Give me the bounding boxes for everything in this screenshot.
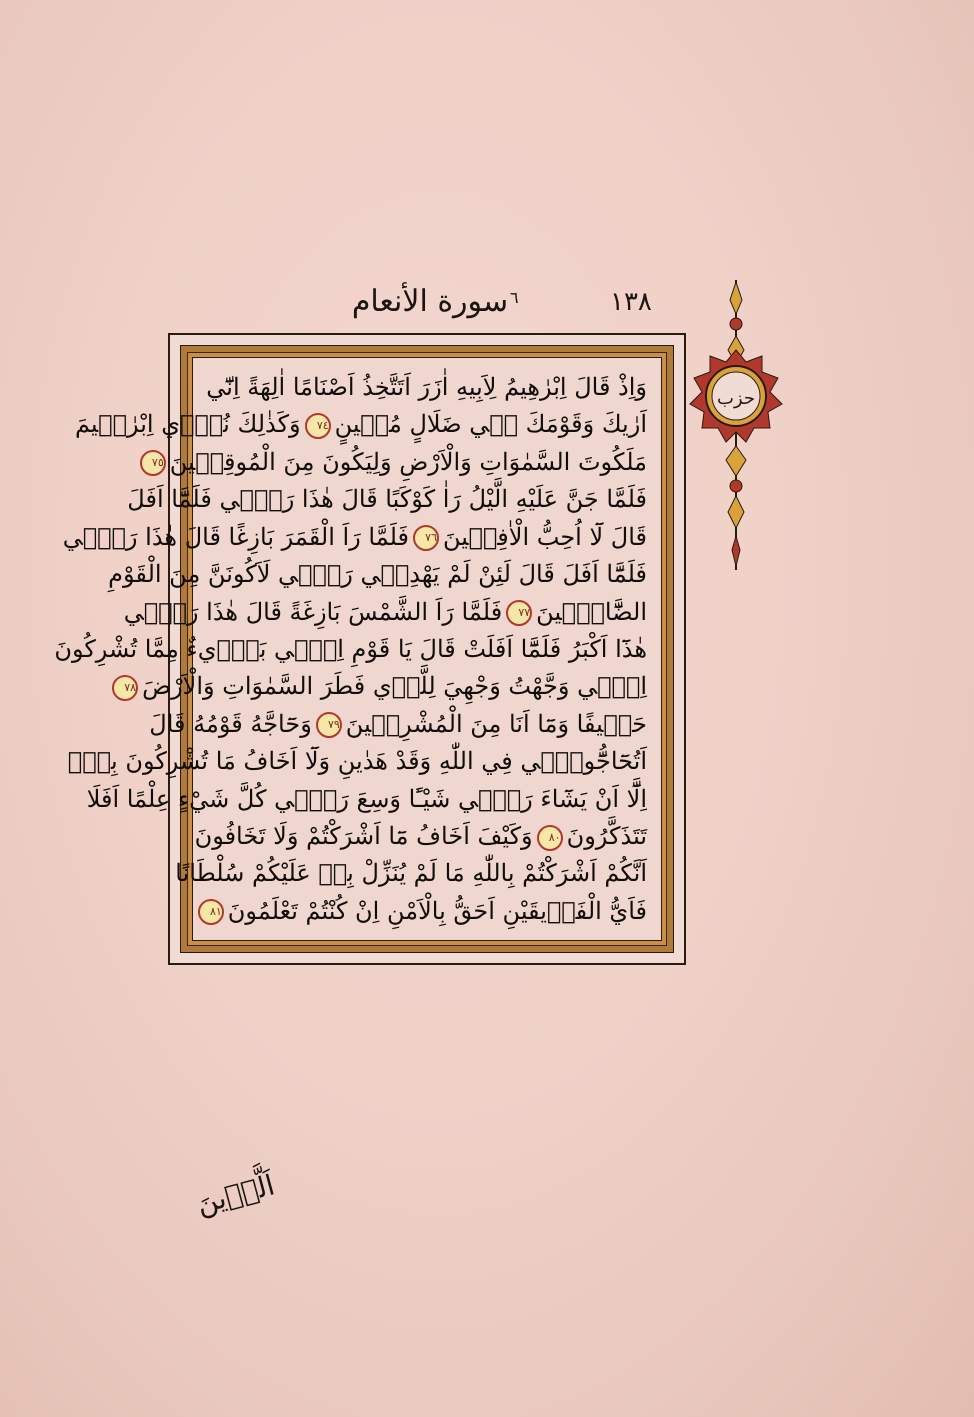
text-line (207, 370, 647, 404)
ayah-number: ٧٦ (413, 525, 439, 551)
ayah-number: ٨٠ (537, 825, 563, 851)
line-text: فَاَيُّ الْفَرٖيقَيْنِ اَحَقُّ بِالْاَمْنِ اِنْ كُنْتُمْ تَعْلَمُونَ (227, 896, 647, 925)
page-number: ١٣٨ (610, 287, 652, 317)
text-line (151, 445, 647, 479)
text-line (74, 407, 647, 441)
line-text: فَلَمَّا جَنَّ عَلَيْهِ الَّيْلُ رَاٰ كَوْكَبًا قَالَ هٰذَا رَبّٖي فَلَمَّٓا اَفَلَ (127, 485, 647, 514)
juz-number: ٦ (510, 288, 519, 307)
hizb-marker-icon (688, 280, 784, 570)
ayah-number: ٧٥ (140, 450, 166, 476)
line-text: حَنٖيفًا وَمَٓا اَنَا مِنَ الْمُشْرِكٖينَ (345, 709, 647, 738)
ayah-number: ٨١ (198, 899, 224, 925)
text-line (67, 744, 647, 778)
line-text: وَحَٓاجَّهُ قَوْمُهُ قَالَ (149, 709, 312, 738)
text-line (86, 782, 647, 816)
line-text: وَكَذٰلِكَ نُرٖٓي اِبْرٰهٖيمَ (74, 410, 301, 439)
text-area (54, 357, 662, 941)
text-line (207, 894, 647, 928)
line-text: فَلَمَّٓا اَفَلَ قَالَ لَئِنْ لَمْ يَهْدِنٖي رَبّٖي لَاَكُونَنَّ مِنَ الْقَوْمِ (108, 560, 647, 589)
line-text: وَكَيْفَ اَخَافُ مَٓا اَشْرَكْتُمْ وَلَا تَخَافُونَ (194, 822, 533, 851)
text-line (123, 595, 647, 629)
ayah-number: ٧٧ (506, 600, 532, 626)
catchword: اَلَّذٖينَ (193, 1168, 278, 1221)
line-text: فَلَمَّا رَاَ الشَّمْسَ بَازِغَةً قَالَ هٰذَا رَبّٖي (123, 597, 503, 626)
line-text: اِنّٖي وَجَّهْتُ وَجْهِيَ لِلَّذٖي فَطَرَ السَّمٰوَاتِ وَالْاَرْضَ (142, 672, 647, 701)
line-text: اَتُحَٓاجُّٓونّٖي فِي اللّٰهِ وَقَدْ هَدٰينِ وَلَٓا اَخَافُ مَا تُشْرِكُونَ بِهٖٓ (67, 747, 647, 776)
line-text: وَاِذْ قَالَ اِبْرٰهِيمُ لِاَبِيهِ اٰزَرَ اَتَتَّخِذُ اَصْنَامًا اٰلِهَةً اِنّٓي (206, 373, 647, 401)
line-text: هٰذَٓا اَكْبَرُ فَلَمَّٓا اَفَلَتْ قَالَ يَا قَوْمِ اِنّٖي بَرٖٓيءٌ مِمَّا تُشْرِكُونَ (54, 634, 647, 663)
text-line (149, 707, 647, 741)
surah-title: سورة الأنعام (351, 284, 509, 319)
text-frame (54, 333, 686, 965)
line-text: الضَّٓالّٖينَ (536, 597, 647, 626)
line-text: اَرٰيكَ وَقَوْمَكَ فٖي ضَلَالٍ مُبٖينٍ (334, 410, 647, 439)
line-text: قَالَ لَٓا اُحِبُّ الْاٰفِلٖينَ (442, 522, 647, 551)
hizb-label: حزب (716, 388, 756, 409)
text-line (175, 856, 647, 890)
line-text: فَلَمَّا رَاَ الْقَمَرَ بَازِغًا قَالَ هٰذَا رَبّٖي (62, 522, 409, 551)
line-text: تَتَذَكَّرُونَ (566, 822, 647, 851)
text-line (124, 669, 647, 703)
line-text: اِلَّٓا اَنْ يَشَٓاءَ رَبّٖي شَيْـًٔا وَسِعَ رَبّٖي كُلَّ شَيْءٍ عِلْمًا اَفَلَا (86, 784, 647, 813)
line-text: مَلَكُوتَ السَّمٰوَاتِ وَالْاَرْضِ وَلِيَكُونَ مِنَ الْمُوقِنٖينَ (169, 447, 647, 476)
text-line (108, 557, 647, 591)
ayah-number: ٧٨ (112, 675, 138, 701)
text-line (127, 482, 647, 516)
text-line (54, 632, 647, 666)
page-header (170, 282, 686, 322)
ayah-number: ٧٤ (305, 413, 331, 439)
text-line (62, 520, 647, 554)
line-text: اَنَّكُمْ اَشْرَكْتُمْ بِاللّٰهِ مَا لَمْ يُنَزِّلْ بِهٖ عَلَيْكُمْ سُلْطَانًا (175, 859, 647, 888)
ayah-number: ٧٩ (316, 712, 342, 738)
text-line (194, 819, 647, 853)
